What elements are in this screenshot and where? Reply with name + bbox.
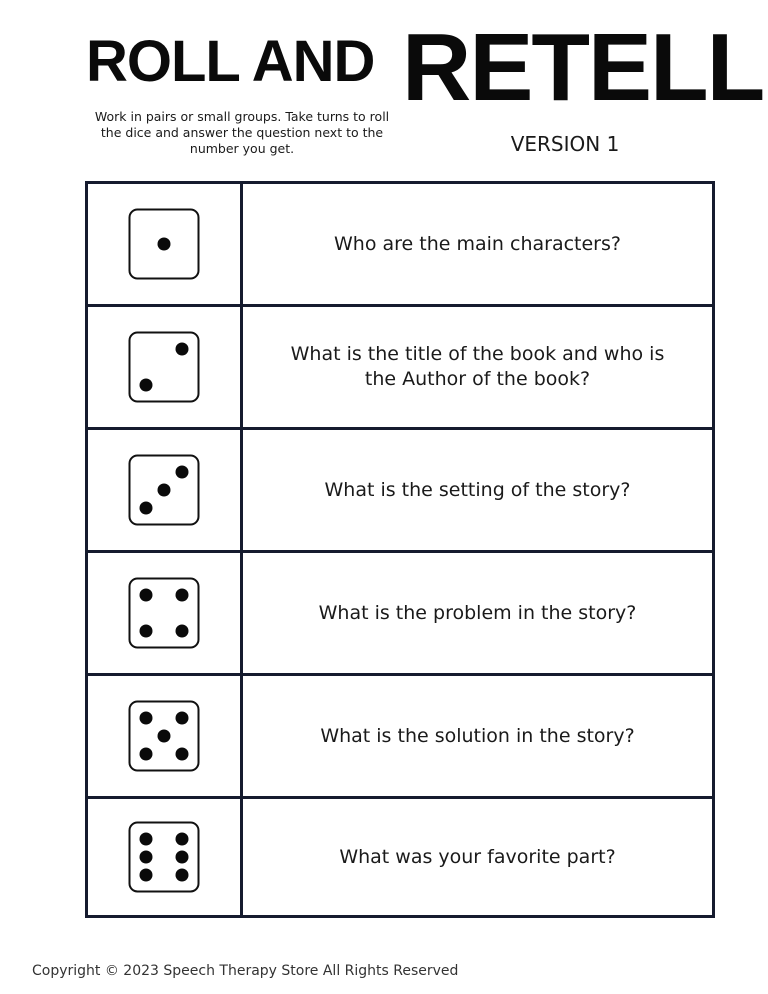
die-pip: [176, 748, 189, 761]
copyright-footer: Copyright © 2023 Speech Therapy Store All Rights Reserved: [32, 963, 459, 979]
dice-cell: [88, 799, 243, 915]
die-pip: [176, 343, 189, 356]
table-row: [88, 184, 712, 304]
die-two-icon: [128, 331, 200, 403]
die-pip: [140, 502, 153, 515]
die-pip: [140, 851, 153, 864]
die-pip: [176, 589, 189, 602]
die-pip: [176, 869, 189, 882]
table-row: [88, 307, 712, 427]
dice-cell: [88, 430, 243, 550]
die-pip: [140, 869, 153, 882]
question-text: What is the title of the book and who is the Author of the book?: [290, 343, 665, 390]
die-pip: [140, 589, 153, 602]
question-text: What is the setting of the story?: [324, 478, 631, 501]
table-row: [88, 430, 712, 550]
die-pip: [140, 748, 153, 761]
dice-cell: [88, 307, 243, 427]
roll-retell-table: [85, 181, 715, 918]
die-pip: [140, 833, 153, 846]
table-row: [88, 553, 712, 673]
die-one-icon: [128, 208, 200, 280]
question-text: What was your favorite part?: [339, 845, 616, 868]
die-four-icon: [128, 577, 200, 649]
dice-cell: [88, 676, 243, 796]
die-six-icon: [128, 821, 200, 893]
die-pip: [176, 625, 189, 638]
die-face: [130, 333, 199, 402]
table-row: [88, 799, 712, 915]
die-pip: [158, 238, 171, 251]
title-roll-and: ROLL AND: [86, 29, 375, 94]
die-pip: [158, 730, 171, 743]
version-label: VERSION 1: [510, 132, 620, 156]
dice-cell: [88, 553, 243, 673]
die-three-icon: [128, 454, 200, 526]
die-pip: [176, 712, 189, 725]
instructions-text: Work in pairs or small groups. Take turns to roll the dice and answer the question next to the number you get.: [94, 109, 390, 156]
die-pip: [140, 379, 153, 392]
title-retell: RETELL: [402, 14, 764, 121]
die-pip: [176, 851, 189, 864]
die-face: [130, 579, 199, 648]
table-row: [88, 676, 712, 796]
die-pip: [140, 712, 153, 725]
question-text: What is the problem in the story?: [318, 601, 637, 624]
die-pip: [140, 625, 153, 638]
dice-cell: [88, 184, 243, 304]
question-text: What is the solution in the story?: [320, 724, 635, 747]
die-pip: [176, 833, 189, 846]
die-five-icon: [128, 700, 200, 772]
die-pip: [158, 484, 171, 497]
die-pip: [176, 466, 189, 479]
question-text: Who are the main characters?: [334, 232, 621, 255]
